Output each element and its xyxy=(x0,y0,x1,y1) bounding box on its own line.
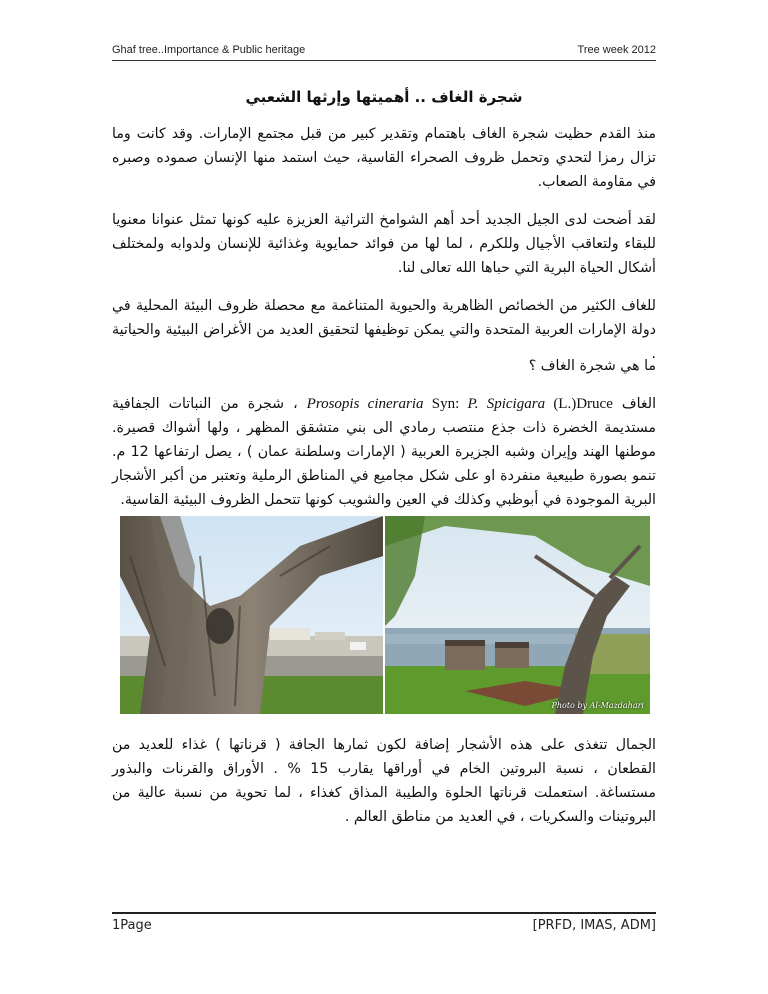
scientific-name-genus: Prosopis cineraria xyxy=(306,396,424,412)
paragraph-description xyxy=(112,392,656,512)
footer-organization: [PRFD, IMAS, ADM] xyxy=(532,918,656,933)
photo-ghaf-trunk-image xyxy=(120,516,383,714)
paragraph-intro: منذ القدم حظيت شجرة الغاف باهتمام وتقدير كبير من قبل مجتمع الإمارات. وقد كانت وما تزال رمزا لتحدي وتحمل ظروف الصحراء القاسية، حيث استمد منها الإنسان صموده وصبره في مقاومة الصعاب. xyxy=(112,126,656,190)
footer-page-number: 1Page xyxy=(112,918,152,933)
photo-ghaf-trunk xyxy=(120,516,383,714)
photo-ghaf-tree-lakeside-image xyxy=(385,516,650,714)
section-question-heading: ما هي شجرة الغاف ؟ xyxy=(528,358,656,374)
header-divider xyxy=(112,60,656,61)
scientific-name xyxy=(307,396,613,412)
paragraph-characteristics: للغاف الكثير من الخصائص الظاهرية والحيوية المتناغمة مع محصلة ظروف البيئة المحلية في دولة الإمارات العربية المتحدة والتي يمكن توظيفها لتحقيق العديد من الأغراض البيئية والحياتية . xyxy=(112,298,656,362)
scientific-name-syn: Syn: xyxy=(423,396,468,412)
paragraph-uses: الجمال تتغذى على هذه الأشجار إضافة لكون ثمارها الجافة ( قرناتها ) غذاء للعديد من القطعان ، نسبة البروتين الخام في أوراقها يقارب 15 % . الأوراق والقرنات والبذور مستساغة. استعملت قرناتها الحلوة والطيبة المذاق كغذاء ، لما تحوية من نسبة عالية من البروتينات والسكريات ، في العديد من مناطق العالم . xyxy=(112,737,656,825)
header-left-text: Ghaf tree..Importance & Public heritage xyxy=(112,44,306,56)
paragraph-description-start: الغاف xyxy=(621,396,657,412)
paragraph-description-rest: ، شجرة من النباتات الجفافية مستديمة الخضرة ذات جذع منتصب رمادي الى بني متشقق المظهر ، ولها أشواك قصيرة. موطنها الهند وإيران وشبه الجزيرة العربية ( الإمارات وسلطنة عمان ) ، يصل ارتفاعها 12 م. تنمو بصورة طبيعية منفردة او على شكل مجاميع في المناطق الرملية وتعتبر من أكبر الأشجار البرية الموجودة في أبوظبي وكذلك في العين والشويب كونها تتحمل الظروف البيئية القاسية. xyxy=(112,396,656,508)
paragraph-heritage: لقد أضحت لدى الجيل الجديد أحد أهم الشوامخ التراثية العزيزة عليه كونها تمثل عنوانا معنويا للبقاء ولتعاقب الأجيال وللكرم ، لما لها من فوائد حمايوية وغذائية للإنسان ولدوابه ولمختلف أشكال الحياة البرية التي حباها الله تعالى لنا. xyxy=(112,212,656,276)
photo-ghaf-tree-lakeside xyxy=(385,516,650,714)
page-title: شجرة الغاف .. أهميتها وإرثها الشعبي xyxy=(245,88,523,106)
scientific-name-author: (L.)Druce xyxy=(545,396,613,412)
scientific-name-synonym: P. Spicigara xyxy=(467,396,546,412)
photo-credit: Photo by Al-Mazdahari xyxy=(551,701,644,710)
footer-divider xyxy=(112,912,656,914)
header-right-text: Tree week 2012 xyxy=(577,44,656,56)
